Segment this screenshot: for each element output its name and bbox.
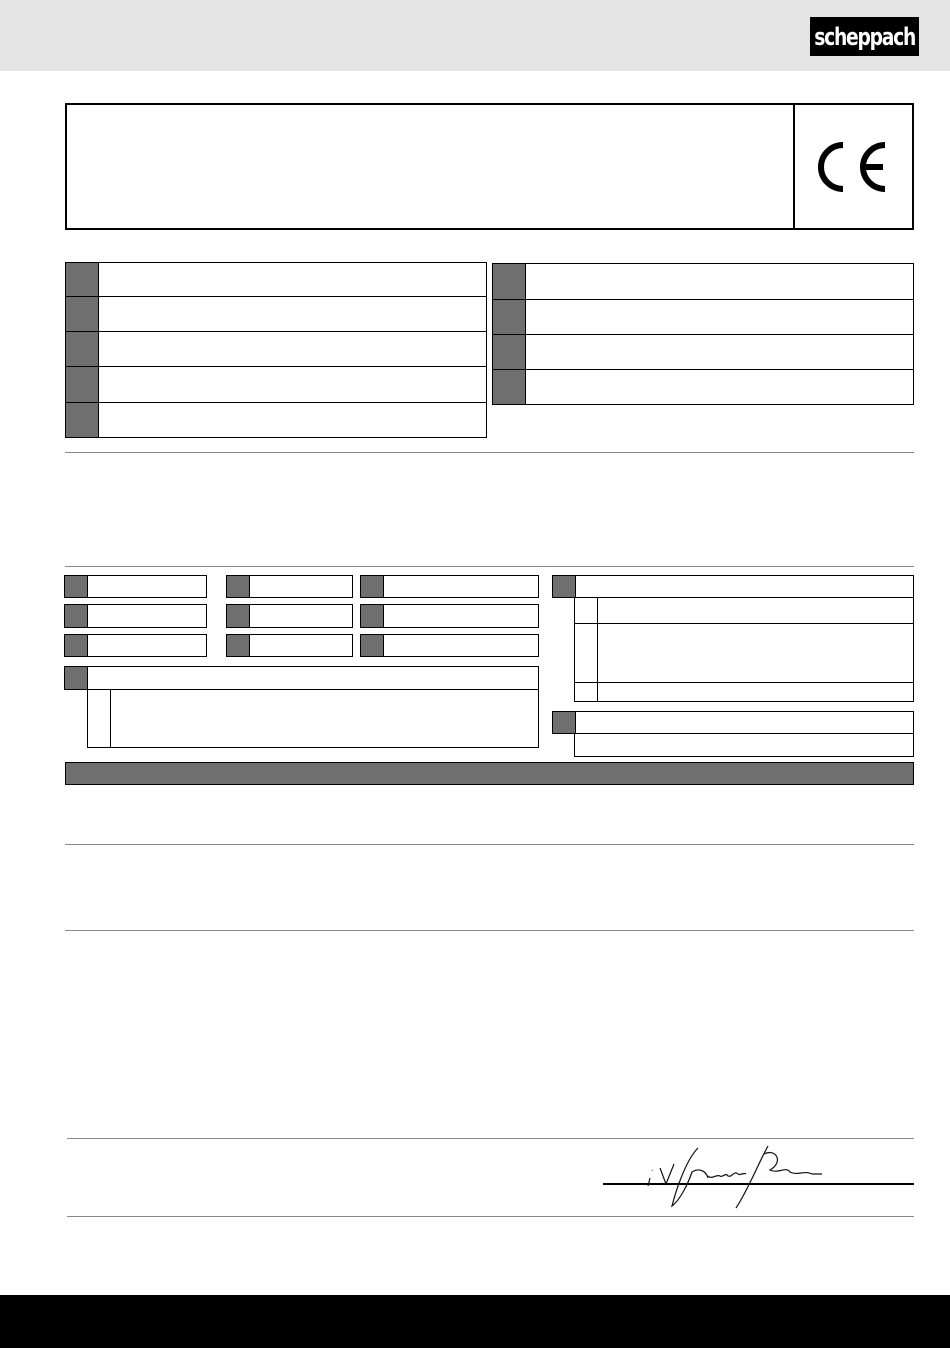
checkbox-marker xyxy=(66,367,99,402)
divider xyxy=(65,452,914,453)
standard-row xyxy=(64,604,207,628)
checkbox-marker xyxy=(66,297,99,331)
checkbox-marker xyxy=(65,576,88,597)
divider xyxy=(65,844,914,845)
standard-row xyxy=(226,604,353,628)
directive-row xyxy=(65,402,487,438)
section-bar xyxy=(65,762,914,785)
standard-row xyxy=(360,575,539,598)
checkbox-marker xyxy=(553,712,576,733)
checkbox-marker xyxy=(493,264,526,299)
group-sub-row xyxy=(574,733,914,757)
group-sub-row xyxy=(574,623,914,683)
checkbox-marker xyxy=(65,605,88,627)
checkbox-marker xyxy=(361,635,384,656)
checkbox-marker xyxy=(65,635,88,656)
checkbox-marker xyxy=(361,576,384,597)
directive-row xyxy=(65,296,487,332)
group-header-row xyxy=(552,711,914,734)
checkbox-marker xyxy=(493,370,526,404)
standard-row xyxy=(226,575,353,598)
handwritten-signature xyxy=(628,1140,828,1212)
footer-band xyxy=(0,1295,950,1348)
directive-row xyxy=(65,331,487,367)
divider xyxy=(67,1216,914,1217)
sub-checkbox xyxy=(88,690,111,747)
sub-checkbox xyxy=(575,624,598,682)
standard-row xyxy=(64,634,207,657)
standard-row xyxy=(226,634,353,657)
group-sub-row xyxy=(574,682,914,702)
directive-row xyxy=(65,366,487,403)
directive-row xyxy=(492,334,914,370)
directive-row xyxy=(65,262,487,297)
divider xyxy=(67,1138,914,1139)
checkbox-marker xyxy=(361,605,384,627)
group-header-row xyxy=(552,575,914,598)
checkbox-marker xyxy=(66,263,99,296)
directive-row xyxy=(492,263,914,300)
checkbox-marker xyxy=(553,576,576,597)
checkbox-marker xyxy=(66,332,99,366)
directive-row xyxy=(492,299,914,335)
brand-logo xyxy=(810,17,919,56)
sub-checkbox xyxy=(575,598,598,623)
checkbox-marker xyxy=(65,667,88,689)
group-sub-row xyxy=(574,597,914,624)
declaration-title-box xyxy=(65,103,914,230)
directive-row xyxy=(492,369,914,405)
checkbox-marker xyxy=(66,403,99,437)
header-band xyxy=(0,0,950,71)
checkbox-marker xyxy=(227,635,250,656)
divider xyxy=(65,930,914,931)
checkbox-marker xyxy=(493,300,526,334)
standard-row xyxy=(360,604,539,628)
brand-logo-text: scheppach xyxy=(814,22,915,51)
standard-row xyxy=(360,634,539,657)
group-sub-row xyxy=(87,689,539,748)
ce-mark-icon xyxy=(813,139,893,195)
divider xyxy=(65,566,914,567)
checkbox-marker xyxy=(227,605,250,627)
checkbox-marker xyxy=(227,576,250,597)
group-header-row xyxy=(64,666,539,690)
checkbox-marker xyxy=(493,335,526,369)
sub-checkbox xyxy=(575,683,598,701)
standard-row xyxy=(64,575,207,598)
ce-mark-box xyxy=(793,105,912,228)
